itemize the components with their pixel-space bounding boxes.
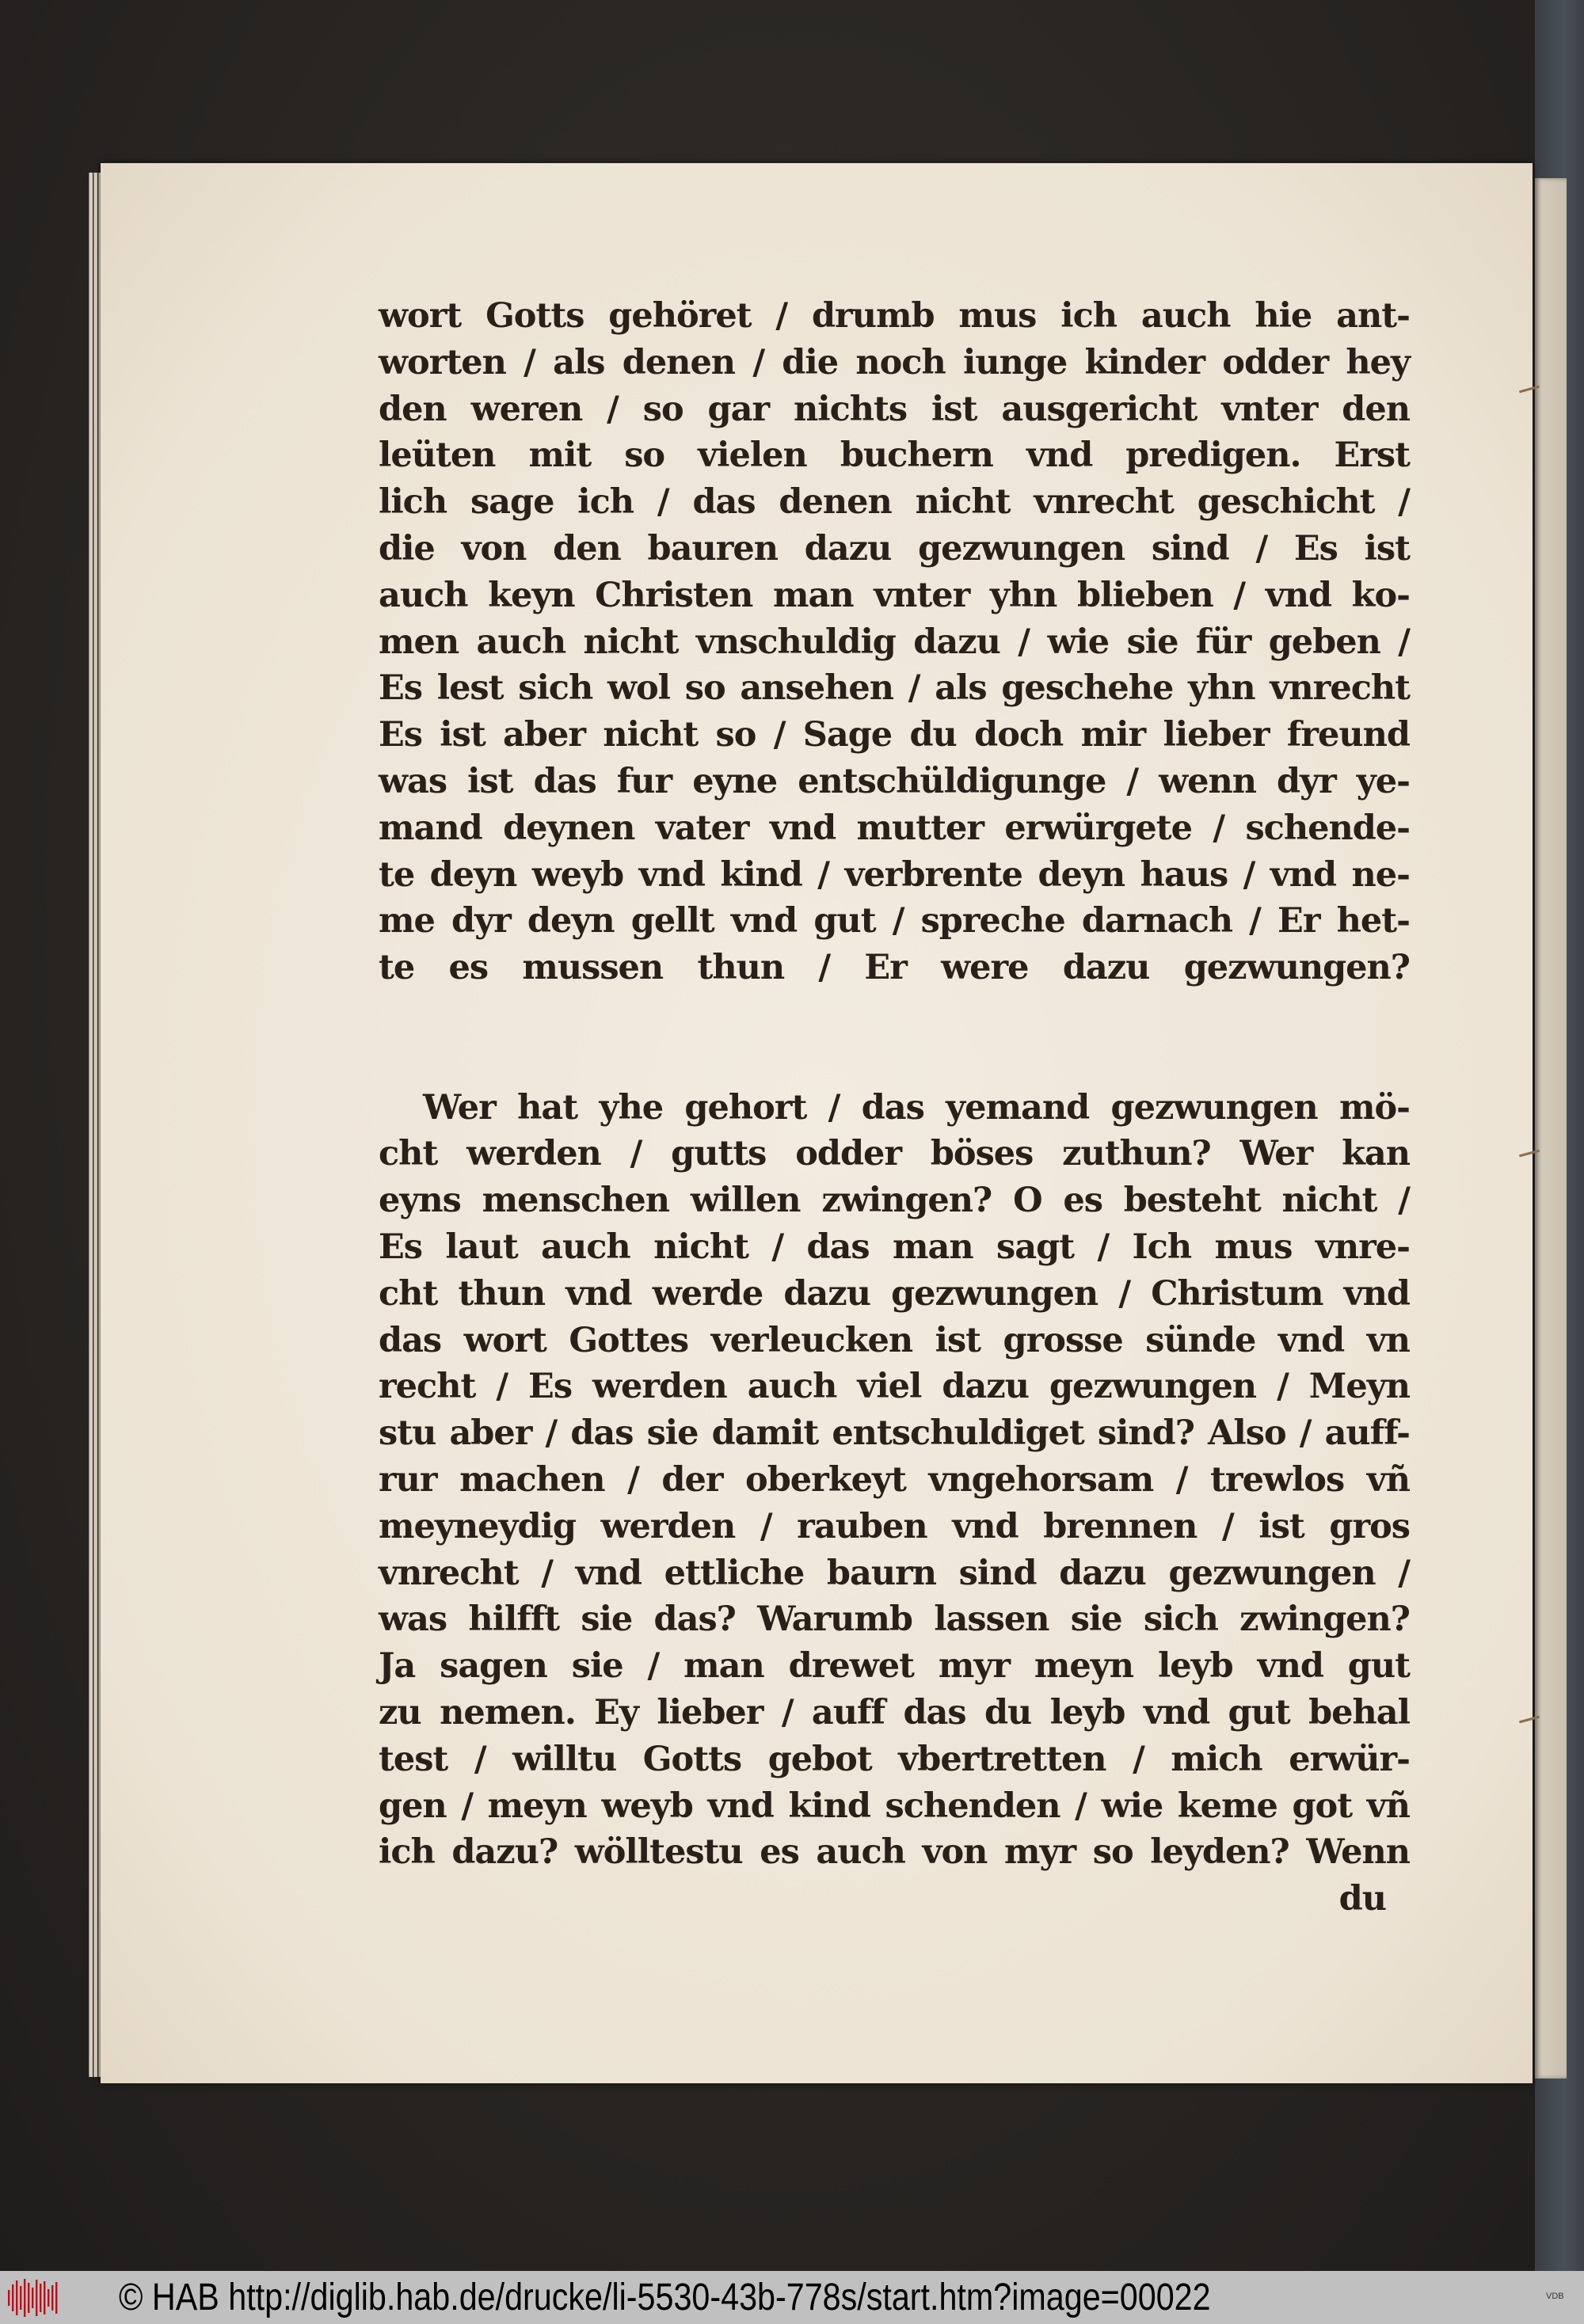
text-line: Es laut auch nicht / das man sagt / Ich mus vnre- xyxy=(379,1227,1410,1267)
text-line: das wort Gottes verleucken ist grosse sünde vnd vn xyxy=(379,1320,1410,1360)
text-line: wort Gotts gehöret / drumb mus ich auch hie ant- xyxy=(379,296,1410,336)
text-line: was ist das fur eyne entschüldigunge / wenn dyr ye- xyxy=(379,761,1410,801)
facing-page-edge xyxy=(1535,178,1567,2079)
copyright-link[interactable]: © HAB http://diglib.hab.de/drucke/li-5530-43b-778s/start.htm?image=00022 xyxy=(119,2276,1211,2318)
text-line: Wer hat yhe gehort / das yemand gezwungen mö- xyxy=(423,1087,1410,1128)
logo-bar xyxy=(32,2288,33,2308)
logo-bar xyxy=(12,2284,13,2311)
text-line: die von den bauren dazu gezwungen sind / Es ist xyxy=(379,528,1410,569)
paragraph-gap xyxy=(379,1038,1410,1085)
text-line: zu nemen. Ey lieber / auff das du leyb vnd gut behal xyxy=(379,1692,1410,1733)
text-line: te deyn weyb vnd kind / verbrente deyn haus / vnd ne- xyxy=(379,854,1410,895)
page-text xyxy=(379,293,1410,1923)
text-line: den weren / so gar nichts ist ausgericht vnter den xyxy=(379,389,1410,429)
footer-tag: VDB xyxy=(1546,2292,1564,2301)
text-line: te es mussen thun / Er were dazu gezwungen? xyxy=(379,948,1410,988)
text-line: mand deynen vater vnd mutter erwürgete / schende- xyxy=(379,808,1410,848)
logo-bar xyxy=(48,2289,49,2307)
logo-bar xyxy=(40,2284,41,2312)
text-line: was hilfft sie das? Warumb lassen sie sich zwingen? xyxy=(379,1599,1410,1640)
logo-bar xyxy=(8,2290,10,2306)
text-line: eyns menschen willen zwingen? O es besteht nicht / xyxy=(379,1181,1410,1221)
text-line: stu aber / das sie damit entschuldiget sind? Also / auff- xyxy=(379,1413,1410,1454)
logo-bar xyxy=(24,2279,25,2317)
logo-bar xyxy=(55,2282,57,2314)
text-line: test / willtu Gotts gebot vbertretten / mich erwür- xyxy=(379,1739,1410,1779)
hab-logo-icon xyxy=(5,2277,63,2318)
text-line: auch keyn Christen man vnter yhn blieben / vnd ko- xyxy=(379,575,1410,615)
paragraph-gap xyxy=(379,991,1410,1038)
text-line: Es lest sich wol so ansehen / als geschehe yhn vnrecht xyxy=(379,668,1410,709)
catchword: du xyxy=(1338,1879,1386,1919)
text-line: lich sage ich / das denen nicht vnrecht geschicht / xyxy=(379,482,1410,523)
text-line: me dyr deyn gellt vnd gut / spreche darnach / Er het- xyxy=(379,901,1410,941)
logo-bar xyxy=(36,2280,37,2316)
text-line: cht werden / gutts odder böses zuthun? Wer kan xyxy=(379,1134,1410,1174)
logo-bar xyxy=(44,2281,45,2314)
text-line: ich dazu? wölltestu es auch von myr so leyden? Wenn xyxy=(379,1832,1410,1873)
text-line: leüten mit so vielen buchern vnd predigen. Erst xyxy=(379,436,1410,476)
text-line: men auch nicht vnschuldig dazu / wie sie für geben / xyxy=(379,622,1410,662)
text-line: recht / Es werden auch viel dazu gezwungen / Meyn xyxy=(379,1367,1410,1407)
text-line: worten / als denen / die noch iunge kinder odder hey xyxy=(379,342,1410,382)
text-line: vnrecht / vnd ettliche baurn sind dazu gezwungen / xyxy=(379,1553,1410,1593)
text-line: meyneydig werden / rauben vnd brennen / ist gros xyxy=(379,1506,1410,1546)
footer-bar xyxy=(0,2271,1584,2324)
text-line: Ja sagen sie / man drewet myr meyn leyb vnd gut xyxy=(379,1646,1410,1687)
logo-bar xyxy=(16,2280,17,2315)
text-line: Es ist aber nicht so / Sage du doch mir lieber freund xyxy=(379,715,1410,755)
text-line: rur machen / der oberkeyt vngehorsam / trewlos vñ xyxy=(379,1459,1410,1500)
text-line: gen / meyn weyb vnd kind schenden / wie keme got vñ xyxy=(379,1786,1410,1826)
logo-bar xyxy=(20,2286,21,2310)
logo-bar xyxy=(51,2285,53,2311)
text-line: cht thun vnd werde dazu gezwungen / Christum vnd xyxy=(379,1273,1410,1314)
logo-bar xyxy=(28,2283,29,2313)
